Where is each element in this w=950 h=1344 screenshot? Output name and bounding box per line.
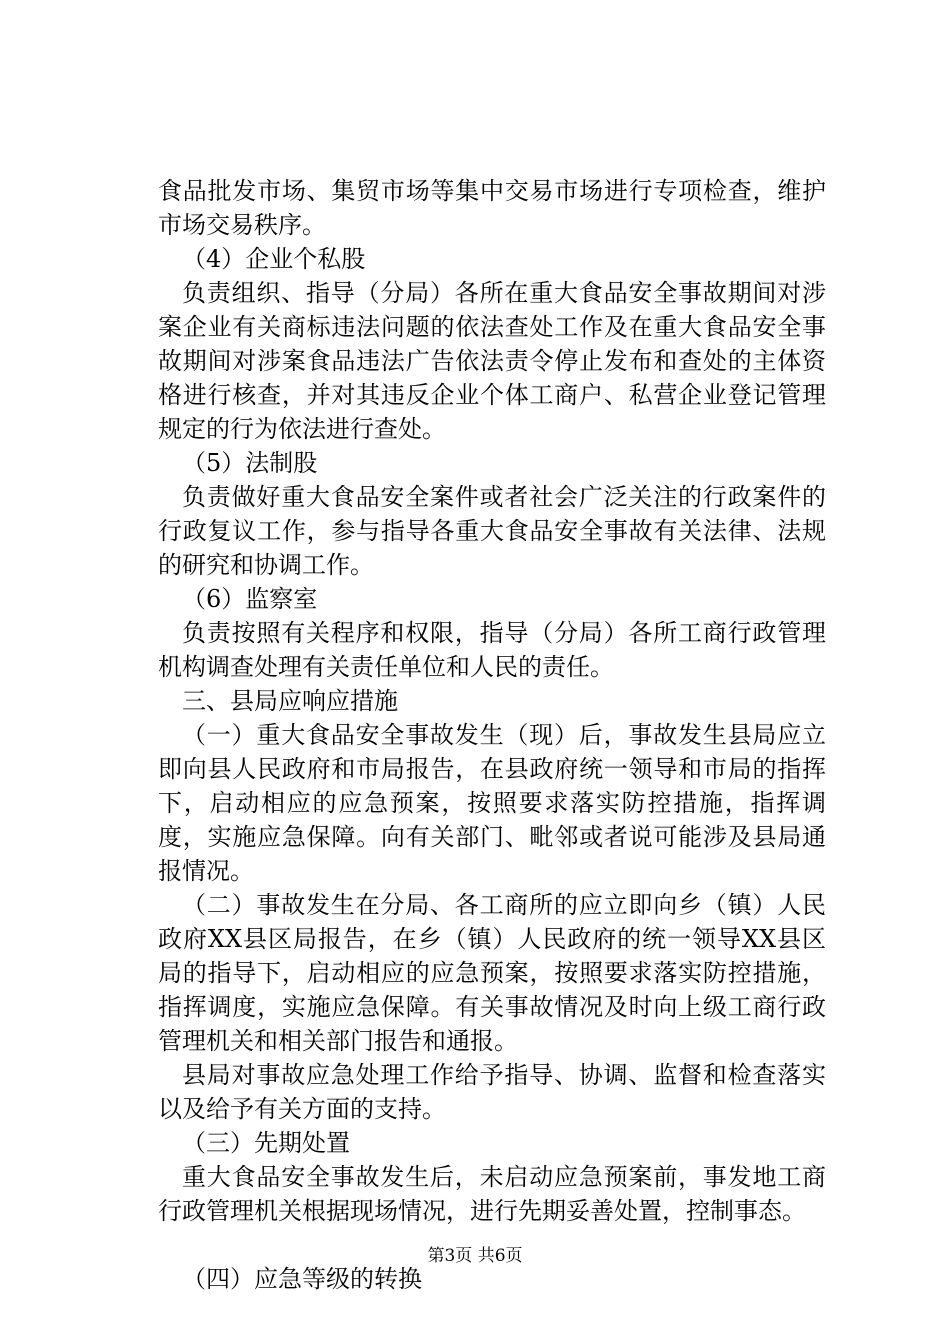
paragraph-county-guidance: 县局对事故应急处理工作给予指导、协调、监督和检查落实以及给予有关方面的支持。 [158,1061,826,1123]
paragraph-supervision-duties: 负责按照有关程序和权限，指导（分局）各所工商行政管理机构调查处理有关责任单位和人民的责任。 [158,619,826,681]
heading-enterprise-private-section: （4）企业个私股 [182,245,366,273]
heading-initial-disposal: （三）先期处置 [182,1129,350,1157]
document-body [158,174,826,1296]
paragraph-legal-duties: 负责做好重大食品安全案件或者社会广泛关注的行政案件的行政复议工作，参与指导各重大食品安全事故有关法律、法规的研究和协调工作。 [158,483,826,579]
heading-supervision-office: （6）监察室 [182,585,318,613]
heading-county-response-measures: 三、县局应响应措施 [182,687,398,715]
paragraph-market-inspection: 食品批发市场、集贸市场等集中交易市场进行专项检查，维护市场交易秩序。 [158,177,826,239]
paragraph-response-item-1: （一）重大食品安全事故发生（现）后，事故发生县局应立即向县人民政府和市局报告，在县政府统一领导和市局的指挥下，启动相应的应急预案，按照要求落实防控措施，指挥调度，实施应急保障。向有关部门、毗邻或者说可能涉及县局通报情况。 [158,721,826,885]
paragraph-response-item-2: （二）事故发生在分局、各工商所的应立即向乡（镇）人民政府XX县区局报告，在乡（镇）人民政府的统一领导XX县区局的指导下，启动相应的应急预案，按照要求落实防控措施，指挥调度，实施应急保障。有关事故情况及时向上级工商行政管理机关和相关部门报告和通报。 [158,891,826,1055]
page-number-footer: 第3页 共6页 [427,1246,523,1266]
paragraph-enterprise-private-duties: 负责组织、指导（分局）各所在重大食品安全事故期间对涉案企业有关商标违法问题的依法查处工作及在重大食品安全事故期间对涉案食品违法广告依法责令停止发布和查处的主体资格进行核查，并对其违反企业个体工商户、私营企业登记管理规定的行为依法进行查处。 [158,279,826,443]
paragraph-initial-disposal: 重大食品安全事故发生后，未启动应急预案前，事发地工商行政管理机关根据现场情况，进行先期妥善处置，控制事态。 [158,1163,826,1225]
heading-emergency-level-conversion: （四）应急等级的转换 [182,1265,422,1293]
heading-legal-section: （5）法制股 [182,449,318,477]
